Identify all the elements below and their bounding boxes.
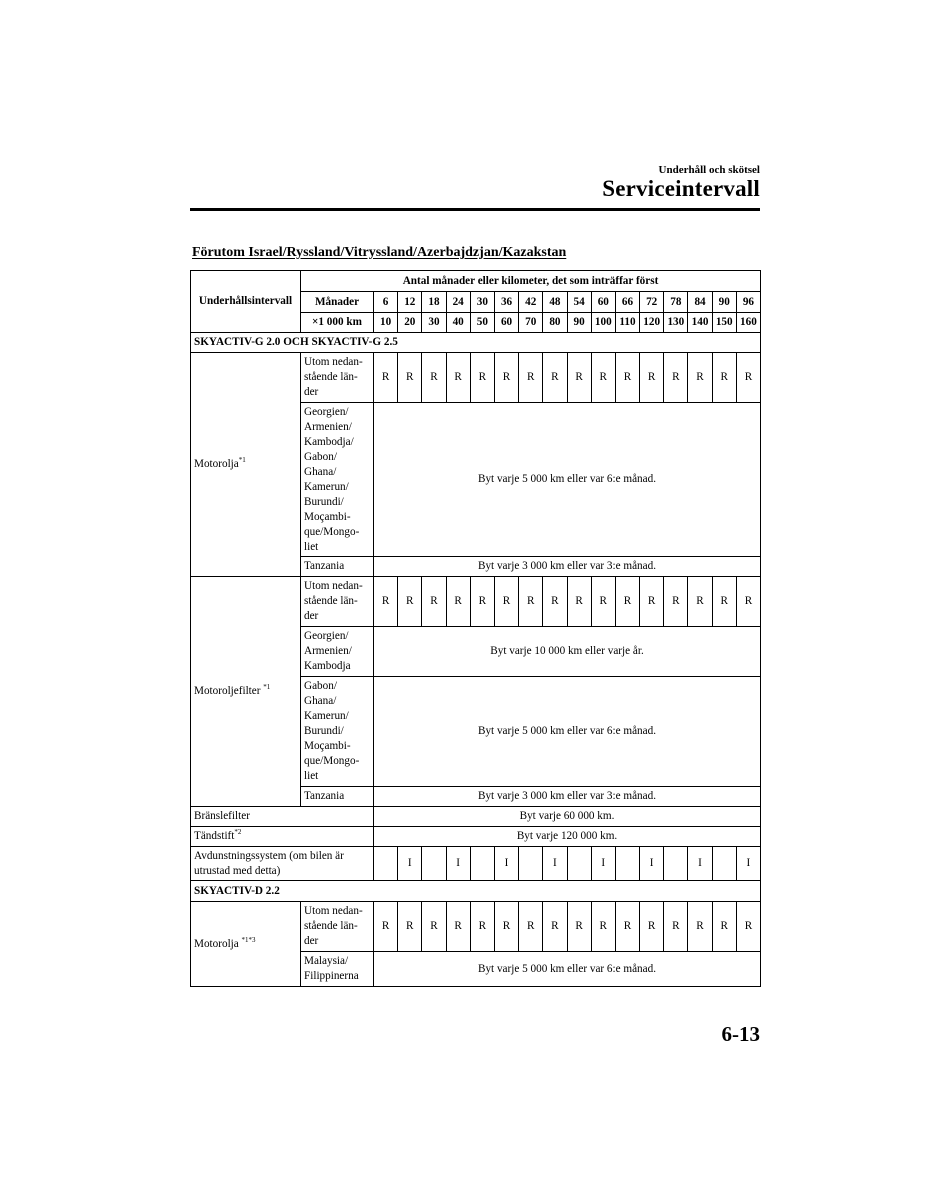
interval-value: I xyxy=(398,847,422,881)
months-cell: 72 xyxy=(640,292,664,313)
cell-line: Utom nedan- xyxy=(304,580,363,592)
table-heading: Förutom Israel/Ryssland/Vitryssland/Azerbajdzjan/Kazakstan xyxy=(192,245,567,260)
cell-line: Avdunstningssystem (om bilen är xyxy=(194,849,344,862)
interval-value: R xyxy=(567,577,591,627)
months-cell: 90 xyxy=(712,292,736,313)
cell-line: que/Mongo- xyxy=(304,755,360,767)
interval-value: R xyxy=(736,577,760,627)
km-cell: 110 xyxy=(615,313,639,333)
months-cell: 30 xyxy=(470,292,494,313)
km-cell: 50 xyxy=(470,313,494,333)
interval-value: R xyxy=(736,902,760,952)
months-cell: 60 xyxy=(591,292,615,313)
filter-note: *1 xyxy=(263,683,271,691)
section-label-g: SKYACTIV-G 2.0 OCH SKYACTIV-G 2.5 xyxy=(191,333,761,353)
cell-line: Kambodja/ xyxy=(304,435,354,448)
cell-line: Ghana/ xyxy=(304,695,337,707)
cell-line: Ghana/ xyxy=(304,465,337,478)
interval-value: R xyxy=(615,353,639,403)
filter-countries-group2 xyxy=(301,627,374,677)
page-number: 6-13 xyxy=(721,1022,760,1046)
interval-value: R xyxy=(664,353,688,403)
months-cell: 24 xyxy=(446,292,470,313)
interval-value: R xyxy=(374,353,398,403)
km-cell: 10 xyxy=(374,313,398,333)
cell-line: Georgien/ xyxy=(304,630,349,642)
interval-value: R xyxy=(591,902,615,952)
header-row-span xyxy=(191,271,761,292)
months-cell: 54 xyxy=(567,292,591,313)
spark-plug-note: *2 xyxy=(234,828,242,836)
km-cell: 70 xyxy=(519,313,543,333)
cell-line: der xyxy=(304,935,319,947)
interval-value: R xyxy=(494,902,518,952)
cell-line: que/Mongo- xyxy=(304,525,360,538)
km-cell: 140 xyxy=(688,313,712,333)
cell-line: liet xyxy=(304,540,319,553)
fuel-filter-label: Bränslefilter xyxy=(191,807,374,827)
interval-value: R xyxy=(736,353,760,403)
km-cell: 130 xyxy=(664,313,688,333)
months-cell: 48 xyxy=(543,292,567,313)
interval-value: I xyxy=(446,847,470,881)
filter-label-cell xyxy=(191,577,301,807)
section-row-g xyxy=(191,333,761,353)
months-cell: 18 xyxy=(422,292,446,313)
cell-line: stående län- xyxy=(304,595,358,607)
interval-value: R xyxy=(712,577,736,627)
interval-value: R xyxy=(664,902,688,952)
interval-value: I xyxy=(736,847,760,881)
interval-value: R xyxy=(615,577,639,627)
oil-interval-group2: Byt varje 5 000 km eller var 6:e månad. xyxy=(374,403,761,557)
filter-countries-group3 xyxy=(301,677,374,787)
km-cell: 80 xyxy=(543,313,567,333)
interval-value: R xyxy=(398,902,422,952)
interval-value: I xyxy=(591,847,615,881)
interval-value xyxy=(664,847,688,881)
interval-value xyxy=(615,847,639,881)
interval-value: R xyxy=(398,577,422,627)
d-oil-label-cell xyxy=(191,902,301,987)
spark-plug-row xyxy=(191,827,761,847)
months-cell: 96 xyxy=(736,292,760,313)
interval-value: R xyxy=(422,577,446,627)
oil-countries-tanzania: Tanzania xyxy=(301,557,374,577)
cell-line: Gabon/ xyxy=(304,450,337,463)
cell-line: Filippinerna xyxy=(304,970,359,982)
cell-line: Burundi/ xyxy=(304,725,344,737)
filter-interval-group3: Byt varje 5 000 km eller var 6:e månad. xyxy=(374,677,761,787)
col-label-header: Underhållsintervall xyxy=(191,271,301,333)
spark-plug-interval: Byt varje 120 000 km. xyxy=(374,827,761,847)
km-cell: 100 xyxy=(591,313,615,333)
cell-line: Moçambi- xyxy=(304,740,351,752)
months-cell: 66 xyxy=(615,292,639,313)
interval-value: R xyxy=(446,353,470,403)
interval-value: R xyxy=(446,902,470,952)
interval-value: R xyxy=(470,353,494,403)
interval-value: R xyxy=(640,577,664,627)
interval-value: R xyxy=(470,577,494,627)
span-header: Antal månader eller kilometer, det som inträffar först xyxy=(301,271,761,292)
d-oil-row-standard xyxy=(191,902,761,952)
km-label: ×1 000 km xyxy=(301,313,374,333)
interval-value: R xyxy=(519,577,543,627)
spark-plug-label: Tändstift xyxy=(194,830,235,842)
interval-value: R xyxy=(664,577,688,627)
interval-value: I xyxy=(688,847,712,881)
interval-value: R xyxy=(688,577,712,627)
km-cell: 120 xyxy=(640,313,664,333)
cell-line: Utom nedan- xyxy=(304,356,363,368)
cell-line: Armenien/ xyxy=(304,420,352,433)
interval-value xyxy=(374,847,398,881)
interval-value: I xyxy=(494,847,518,881)
cell-line: Gabon/ xyxy=(304,680,337,692)
interval-value: R xyxy=(374,902,398,952)
interval-value: R xyxy=(543,902,567,952)
interval-value xyxy=(519,847,543,881)
cell-line: Utom nedan- xyxy=(304,905,363,917)
cell-line: stående län- xyxy=(304,920,358,932)
months-cell: 84 xyxy=(688,292,712,313)
title-rule xyxy=(190,208,760,211)
km-cell: 20 xyxy=(398,313,422,333)
interval-value: R xyxy=(615,902,639,952)
interval-value: R xyxy=(470,902,494,952)
months-cell: 12 xyxy=(398,292,422,313)
oil-row-standard xyxy=(191,353,761,403)
section-row-d xyxy=(191,881,761,902)
cell-line: Malaysia/ xyxy=(304,955,349,967)
interval-value: R xyxy=(374,577,398,627)
cell-line: Burundi/ xyxy=(304,495,344,508)
interval-value: R xyxy=(446,577,470,627)
interval-value xyxy=(567,847,591,881)
section-title: Serviceintervall xyxy=(602,176,760,201)
d-oil-label: Motorolja xyxy=(194,937,239,950)
km-cell: 30 xyxy=(422,313,446,333)
cell-line: Kamerun/ xyxy=(304,710,349,722)
interval-value: R xyxy=(494,353,518,403)
filter-countries-tanzania: Tanzania xyxy=(301,787,374,807)
oil-label-cell xyxy=(191,353,301,577)
evap-row xyxy=(191,847,761,881)
oil-note: *1 xyxy=(238,456,246,464)
evap-label xyxy=(191,847,374,881)
oil-countries-group2 xyxy=(301,403,374,557)
cell-line: Moçambi- xyxy=(304,510,351,523)
interval-value: R xyxy=(422,353,446,403)
interval-value xyxy=(470,847,494,881)
oil-countries-standard xyxy=(301,353,374,403)
filter-countries-standard xyxy=(301,577,374,627)
months-cell: 78 xyxy=(664,292,688,313)
months-cell: 36 xyxy=(494,292,518,313)
filter-row-standard xyxy=(191,577,761,627)
oil-label: Motorolja xyxy=(194,458,239,470)
d-oil-interval-group2: Byt varje 5 000 km eller var 6:e månad. xyxy=(374,952,761,987)
interval-value: R xyxy=(712,353,736,403)
interval-value: R xyxy=(422,902,446,952)
section-label-d: SKYACTIV-D 2.2 xyxy=(191,881,761,902)
filter-interval-tanzania: Byt varje 3 000 km eller var 3:e månad. xyxy=(374,787,761,807)
interval-value: R xyxy=(494,577,518,627)
cell-line: Kambodja xyxy=(304,660,351,672)
km-cell: 90 xyxy=(567,313,591,333)
d-oil-note: *1*3 xyxy=(241,935,256,944)
spark-plug-label-cell xyxy=(191,827,374,847)
interval-value: R xyxy=(398,353,422,403)
km-cell: 160 xyxy=(736,313,760,333)
interval-value xyxy=(712,847,736,881)
interval-value: R xyxy=(543,353,567,403)
fuel-filter-row xyxy=(191,807,761,827)
cell-line: liet xyxy=(304,770,319,782)
months-cell: 42 xyxy=(519,292,543,313)
interval-value: R xyxy=(567,353,591,403)
cell-line: utrustad med detta) xyxy=(194,864,281,877)
interval-value: R xyxy=(688,353,712,403)
fuel-filter-interval: Byt varje 60 000 km. xyxy=(374,807,761,827)
d-oil-countries-standard xyxy=(301,902,374,952)
running-head: Underhåll och skötsel xyxy=(658,164,760,176)
filter-interval-group2: Byt varje 10 000 km eller varje år. xyxy=(374,627,761,677)
interval-value: R xyxy=(640,902,664,952)
interval-value: R xyxy=(543,577,567,627)
cell-line: Georgien/ xyxy=(304,405,349,418)
cell-line: Armenien/ xyxy=(304,645,352,657)
cell-line: der xyxy=(304,386,319,398)
interval-value: R xyxy=(519,902,543,952)
months-label: Månader xyxy=(301,292,374,313)
interval-value: R xyxy=(591,577,615,627)
oil-interval-tanzania: Byt varje 3 000 km eller var 3:e månad. xyxy=(374,557,761,577)
km-cell: 150 xyxy=(712,313,736,333)
interval-value: R xyxy=(640,353,664,403)
interval-value: R xyxy=(712,902,736,952)
interval-value xyxy=(422,847,446,881)
d-oil-countries-group2 xyxy=(301,952,374,987)
interval-value: R xyxy=(591,353,615,403)
km-cell: 40 xyxy=(446,313,470,333)
interval-value: R xyxy=(519,353,543,403)
interval-value: I xyxy=(640,847,664,881)
interval-value: I xyxy=(543,847,567,881)
cell-line: der xyxy=(304,610,319,622)
interval-value: R xyxy=(567,902,591,952)
interval-value: R xyxy=(688,902,712,952)
months-cell: 6 xyxy=(374,292,398,313)
cell-line: stående län- xyxy=(304,371,358,383)
maintenance-schedule-table xyxy=(190,270,761,987)
filter-label: Motoroljefilter xyxy=(194,685,261,697)
km-cell: 60 xyxy=(494,313,518,333)
cell-line: Kamerun/ xyxy=(304,480,349,493)
